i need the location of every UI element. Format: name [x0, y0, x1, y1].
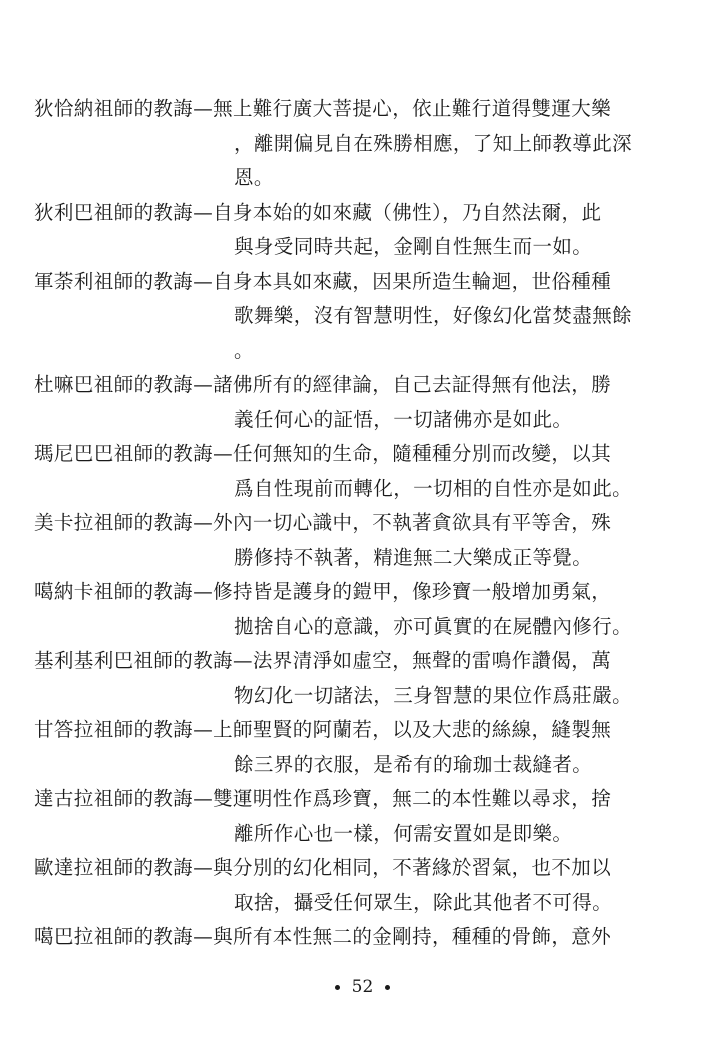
entry-first-line: 基利基利巴祖師的教誨—法界清淨如虛空，無聲的雷鳴作讚偈，萬 — [34, 649, 612, 672]
teaching-entry — [34, 196, 694, 265]
page-footer — [0, 977, 725, 997]
entry-continuation-line: 歌舞樂，沒有智慧明性，好像幻化當焚盡無餘 — [234, 304, 633, 327]
entry-continuation-line: 勝修持不執著，精進無二大樂成正等覺。 — [234, 545, 593, 569]
entry-first-line: 歐達拉祖師的教誨—與分別的幻化相同，不著緣於習氣，也不加以 — [34, 856, 612, 879]
entry-first-line: 軍荼利祖師的教誨—自身本具如來藏，因果所造生輪迴，世俗種種 — [34, 269, 612, 293]
entry-continuation-line: 物幻化一切諸法，三身智慧的果位作爲莊嚴。 — [234, 683, 633, 707]
entry-continuation-line: 與身受同時共起，金剛自性無生而一如。 — [234, 235, 593, 258]
entry-first-line: 瑪尼巴巴祖師的教誨—任何無知的生命，隨種種分別而改變，以其 — [34, 442, 612, 465]
footer-dot-left — [335, 985, 340, 990]
teaching-entry — [34, 92, 694, 196]
entry-first-line: 甘答拉祖師的教誨—上師聖賢的阿蘭若，以及大悲的絲線，縫製無 — [34, 718, 612, 741]
teaching-entry — [34, 575, 694, 644]
entry-first-line: 美卡拉祖師的教誨—外內一切心識中，不執著貪欲具有平等舍，殊 — [34, 511, 612, 534]
teaching-entry — [34, 644, 694, 713]
teaching-entry — [34, 265, 694, 369]
entry-first-line: 杜嘛巴祖師的教誨—諸佛所有的經律論，自己去証得無有他法，勝 — [34, 373, 612, 396]
entry-first-line: 噶納卡祖師的教誨—修持皆是護身的鎧甲，像珍寶一般增加勇氣， — [34, 580, 612, 603]
footer-dot-right — [385, 985, 390, 990]
entry-continuation-line: 取捨，攝受任何眾生，除此其他者不可得。 — [234, 890, 613, 914]
entry-continuation-line: ，離開偏見自在殊勝相應，了知上師教導此深 — [234, 131, 633, 155]
teaching-entry — [34, 782, 694, 851]
entry-first-line: 達古拉祖師的教誨—雙運明性作爲珍寶，無二的本性難以尋求，捨 — [34, 787, 612, 810]
entry-first-line: 噶巴拉祖師的教誨—與所有本性無二的金剛持，種種的骨飾，意外 — [34, 925, 612, 948]
entry-continuation-line: 恩。 — [234, 166, 274, 189]
entry-continuation-line: 爲自性現前而轉化，一切相的自性亦是如此。 — [234, 476, 633, 500]
entry-first-line: 狄恰納祖師的教誨—無上難行廣大菩提心，依止難行道得雙運大樂 — [34, 97, 612, 120]
teaching-entry — [34, 368, 694, 437]
entry-first-line: 狄利巴祖師的教誨—自身本始的如來藏（佛性），乃自然法爾，此 — [34, 200, 602, 224]
teaching-entry — [34, 506, 694, 575]
teaching-entry — [34, 920, 694, 955]
teaching-entry — [34, 851, 694, 920]
entry-continuation-line: 餘三界的衣服，是希有的瑜珈士裁縫者。 — [234, 752, 593, 776]
entry-continuation-line: 。 — [234, 338, 254, 362]
entry-continuation-line: 離所作心也一樣，何需安置如是即樂。 — [234, 821, 573, 845]
teaching-entry — [34, 437, 694, 506]
teaching-entry — [34, 713, 694, 782]
teachings-list — [34, 92, 694, 955]
entry-continuation-line: 拋捨自心的意識，亦可眞實的在屍體內修行。 — [234, 614, 633, 638]
entry-continuation-line: 義任何心的証悟，一切諸佛亦是如此。 — [234, 407, 573, 431]
page-number: 52 — [351, 977, 374, 997]
